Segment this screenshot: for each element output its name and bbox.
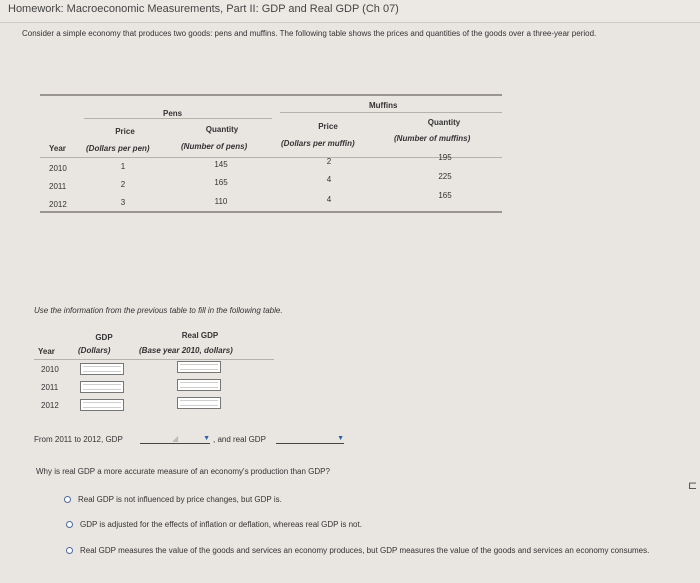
muffin-quantity-header: Quantity	[427, 118, 461, 127]
radio-button[interactable]	[64, 496, 71, 503]
muffins-group-label: Muffins	[369, 101, 398, 110]
option-label[interactable]: Real GDP is not influenced by price changes, but GDP is.	[78, 495, 282, 504]
muffin-price-header: Price	[318, 122, 338, 131]
real-gdp-2011-input[interactable]	[177, 379, 221, 391]
real-gdp-change-label: , and real GDP	[213, 435, 266, 444]
muffin-quantity-unit: (Number of muffins)	[394, 134, 471, 143]
muffin-price-cell: 4	[326, 195, 332, 204]
row-year: 2010	[41, 365, 59, 374]
real-gdp-2012-input[interactable]	[177, 397, 221, 409]
cursor-icon: ◢	[172, 434, 179, 443]
pen-quantity-unit: (Number of pens)	[181, 142, 248, 151]
radio-button[interactable]	[66, 521, 73, 528]
chevron-down-icon: ▼	[337, 435, 344, 442]
pen-quantity-cell: 165	[214, 178, 228, 187]
pen-quantity-cell: 110	[214, 197, 228, 206]
row-year: 2012	[49, 200, 67, 209]
pen-price-cell: 1	[120, 162, 126, 171]
real-gdp-header: Real GDP	[181, 331, 219, 340]
real-gdp-change-dropdown[interactable]	[276, 432, 344, 444]
muffin-price-unit: (Dollars per muffin)	[281, 139, 355, 148]
option-label[interactable]: Real GDP measures the value of the goods and services an economy produces, but GDP measures the value of the goods and services an economy consumes.	[80, 546, 650, 555]
pens-group-rule	[84, 118, 272, 119]
gdp-2010-input[interactable]	[80, 363, 124, 375]
row-year: 2012	[41, 401, 59, 410]
row-year: 2010	[49, 164, 67, 173]
muffin-price-cell: 2	[326, 157, 332, 166]
window-title: Homework: Macroeconomic Measurements, Part II: GDP and Real GDP (Ch 07)	[8, 3, 399, 15]
pen-price-header: Price	[115, 127, 135, 136]
pen-quantity-cell: 145	[214, 160, 228, 169]
gdp-change-prefix: From 2011 to 2012, GDP	[34, 435, 123, 444]
chevron-down-icon: ▼	[203, 435, 210, 442]
year-header: Year	[49, 144, 66, 153]
option-label[interactable]: GDP is adjusted for the effects of inflation or deflation, whereas real GDP is not.	[80, 520, 362, 529]
table-bottom-rule	[40, 211, 502, 213]
table-top-rule	[40, 94, 502, 96]
row-year: 2011	[49, 182, 67, 191]
real-gdp-2010-input[interactable]	[177, 361, 221, 373]
gdp-unit: (Dollars)	[78, 346, 111, 355]
pen-quantity-header: Quantity	[205, 125, 239, 134]
pen-price-cell: 3	[120, 198, 126, 207]
question-text: Why is real GDP a more accurate measure of an economy's production than GDP?	[36, 467, 330, 476]
pens-group-label: Pens	[163, 109, 183, 118]
pen-price-cell: 2	[120, 180, 126, 189]
muffin-price-cell: 4	[326, 175, 332, 184]
instructions-text: Use the information from the previous table to fill in the following table.	[34, 306, 283, 315]
muffin-quantity-cell: 165	[438, 191, 452, 200]
gdp-header: GDP	[95, 333, 113, 342]
expand-handle-icon[interactable]: ⊏	[688, 480, 698, 492]
window-titlebar	[0, 0, 700, 23]
gdp-change-dropdown[interactable]	[140, 432, 210, 444]
gdp-2011-input[interactable]	[80, 381, 124, 393]
muffin-quantity-cell: 195	[438, 153, 452, 162]
real-gdp-unit: (Base year 2010, dollars)	[139, 346, 233, 355]
pen-price-unit: (Dollars per pen)	[86, 144, 150, 153]
intro-text: Consider a simple economy that produces two goods: pens and muffins. The following table shows the prices and quantities of the goods over a three-year period.	[22, 29, 597, 38]
muffins-group-rule	[280, 112, 502, 113]
gdp-2012-input[interactable]	[80, 399, 124, 411]
radio-button[interactable]	[66, 547, 73, 554]
year-header: Year	[38, 347, 55, 356]
muffin-quantity-cell: 225	[438, 172, 452, 181]
row-year: 2011	[41, 383, 59, 392]
header-rule	[34, 359, 274, 360]
